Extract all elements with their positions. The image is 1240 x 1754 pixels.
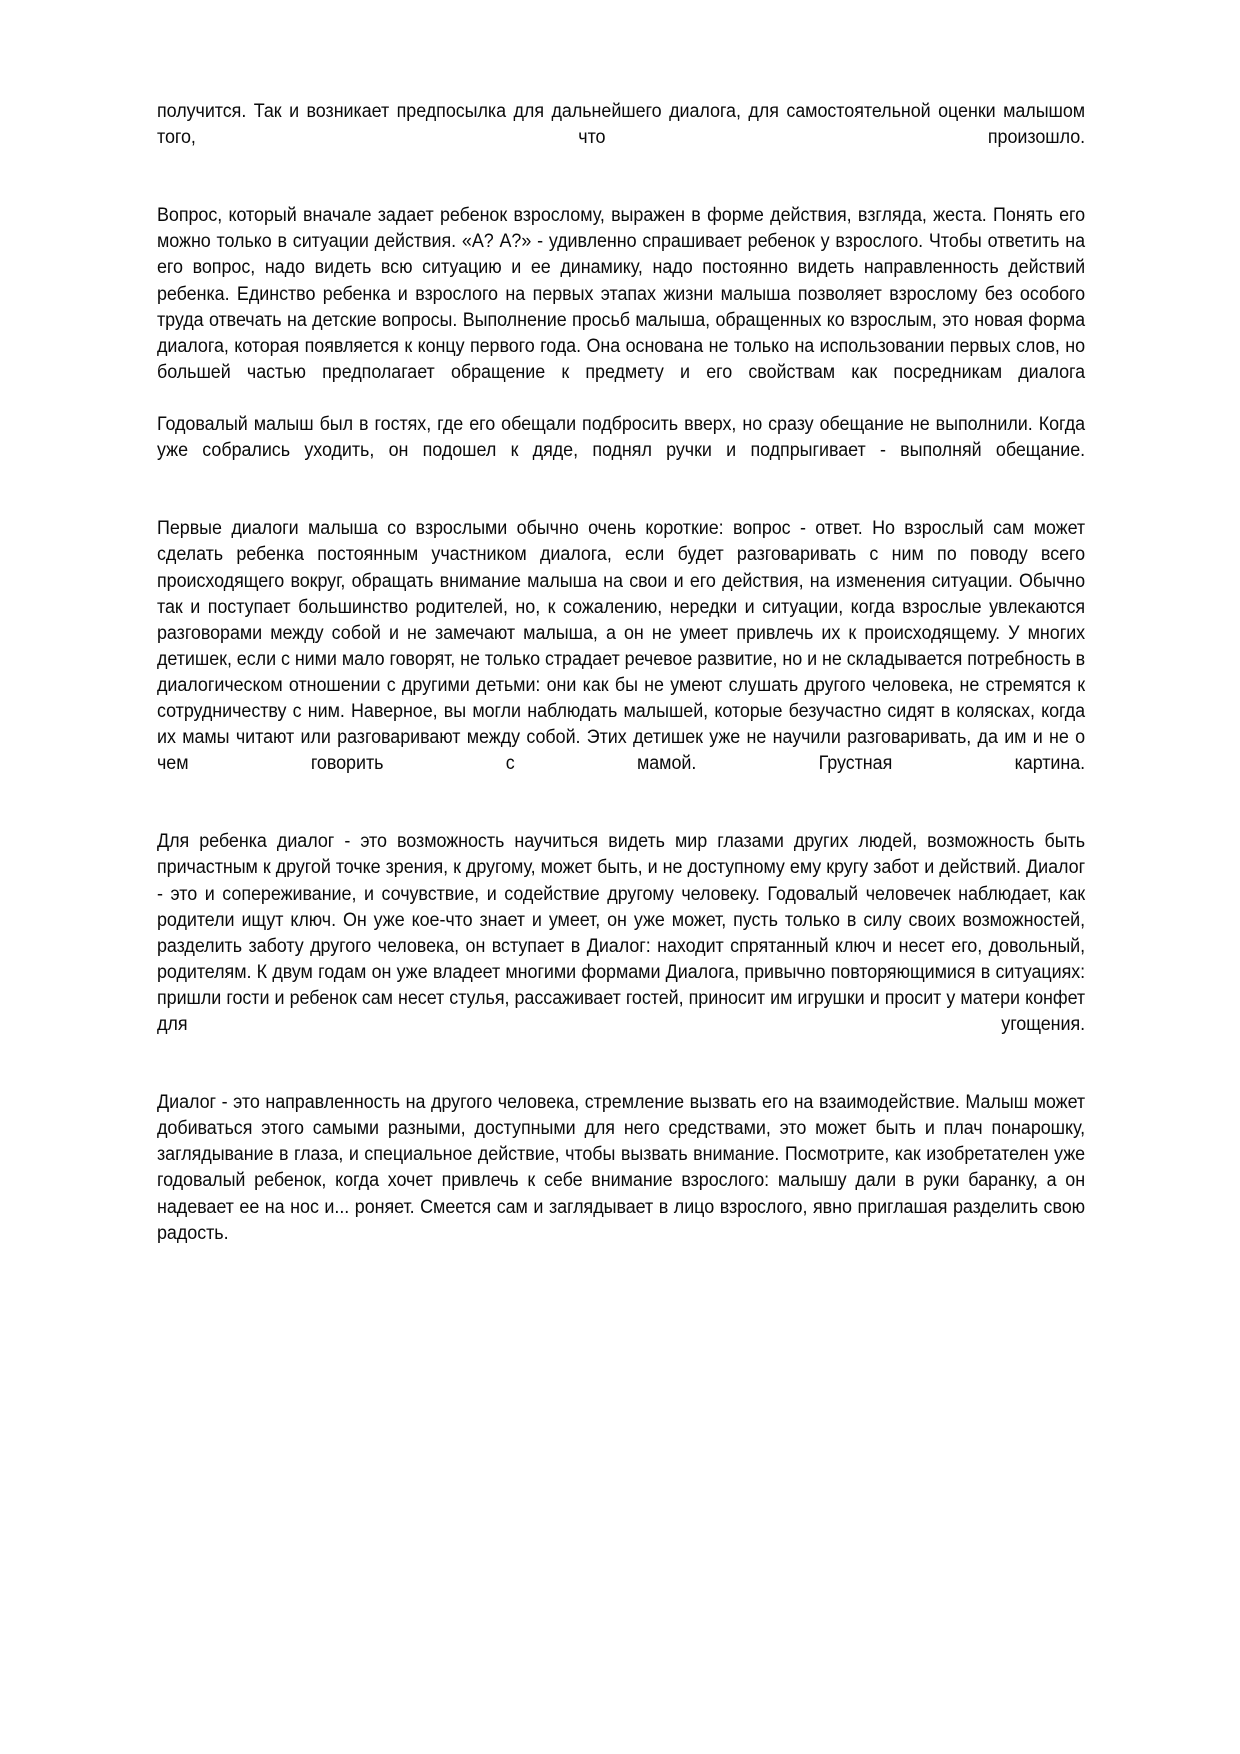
paragraph-spacer (157, 1063, 1085, 1089)
paragraph-1: получится. Так и возникает предпосылка для дальнейшего диалога, для самостоятельной оценки малышом того, что произошло. (157, 100, 1086, 149)
paragraph-4: Первые диалоги малыша со взрослыми обычно очень короткие: вопрос - ответ. Но взрослый сам может сделать ребенка постоянным участником диалога, если будет разговаривать с ним по поводу всего происходящего вокруг, обращать внимание малыша на свои и его действия, на изменения ситуации. Обычно так и поступает большинство родителей, но, к сожалению, нередки и ситуации, когда взрослые увлекаются разговорами между собой и не замечают малыша, а он не умеет привлечь их к происходящему. У многих детишек, если с ними мало говорят, не только страдает речевое развитие, но и не складывается потребность в диалогическом отношении с другими детьми: они как бы не умеют слушать другого человека, не стремятся к сотрудничеству с ним. Наверное, вы могли наблюдать малышей, которые безучастно сидят в колясках, когда их мамы читают или разговаривают между собой. Этих детишек уже не научили разговаривать, да им и не о чем говорить с мамой. Грустная картина. (157, 517, 1086, 775)
paragraph-spacer (157, 176, 1085, 202)
paragraph-spacer (157, 802, 1085, 828)
paragraph-spacer (157, 489, 1085, 515)
page-text-body (157, 98, 1085, 1272)
paragraph-5: Для ребенка диалог - это возможность научиться видеть мир глазами других людей, возможность быть причастным к другой точке зрения, к другому, может быть, и не доступному ему кругу забот и действий. Диалог - это и сопереживание, и сочувствие, и содействие другому человеку. Годовалый человечек наблюдает, как родители ищут ключ. Он уже кое-что знает и умеет, он уже может, пусть только в силу своих возможностей, разделить заботу другого человека, он вступает в Диалог: находит спрятанный ключ и несет его, довольный, родителям. К двум годам он уже владеет многими формами Диалога, привычно повторяющимися в ситуациях: пришли гости и ребенок сам несет стулья, рассаживает гостей, приносит им игрушки и просит у матери конфет для угощения. (157, 830, 1086, 1035)
paragraph-3: Годовалый малыш был в гостях, где его обещали подбросить вверх, но сразу обещание не выполнили. Когда уже собрались уходить, он подошел к дяде, поднял ручки и подпрыгивает - выполняй обещание. (157, 413, 1086, 462)
paragraph-6: Диалог - это направленность на другого человека, стремление вызвать его на взаимодействие. Малыш может добиваться этого самыми разными, доступными для него средствами, это может быть и плач понарошку, заглядывание в глаза, и специальное действие, чтобы вызвать внимание. Посмотрите, как изобретателен уже годовалый ребенок, когда хочет привлечь к себе внимание взрослого: малышу дали в руки баранку, а он надевает ее на нос и... роняет. Смеется сам и заглядывает в лицо взрослого, явно приглашая разделить свою радость. (157, 1091, 1086, 1244)
paragraph-2: Вопрос, который вначале задает ребенок взрослому, выражен в форме действия, взгляда, жеста. Понять его можно только в ситуации действия. «А? А?» - удивленно спрашивает ребенок у взрослого. Чтобы ответить на его вопрос, надо видеть всю ситуацию и ее динамику, надо постоянно видеть направленность действий ребенка. Единство ребенка и взрослого на первых этапах жизни малыша позволяет взрослому без особого труда отвечать на детские вопросы. Выполнение просьб малыша, обращенных ко взрослым, это новая форма диалога, которая появляется к концу первого года. Она основана не только на использовании первых слов, но большей частью предполагает обращение к предмету и его свойствам как посредникам диалога (157, 204, 1086, 383)
